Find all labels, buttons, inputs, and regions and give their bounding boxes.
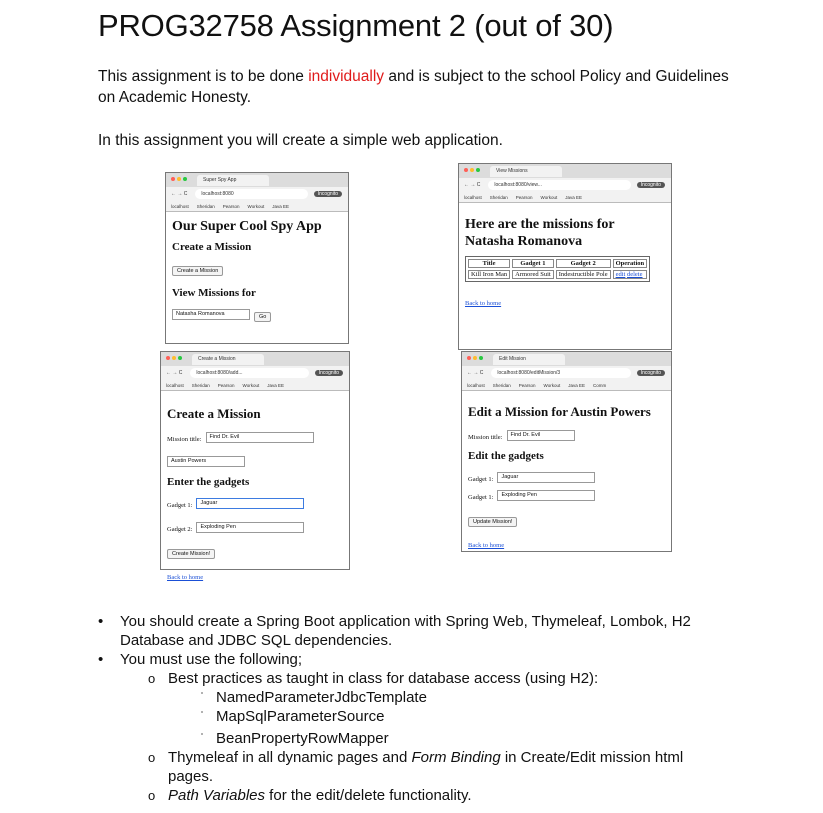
subsub-text: NamedParameterJdbcTemplate xyxy=(216,689,427,706)
gadget2-label: Gadget 1: xyxy=(468,494,494,501)
bookmark-item: Java EE xyxy=(565,194,582,200)
browser-chrome xyxy=(462,352,671,391)
delete-link[interactable]: delete xyxy=(626,271,643,278)
intro-highlight: individually xyxy=(308,68,385,85)
view-heading: View Missions for xyxy=(172,287,256,299)
sub-item xyxy=(120,786,740,805)
back-to-home-link[interactable]: Back to home xyxy=(468,542,505,549)
go-button[interactable]: Go xyxy=(254,312,271,322)
create-heading: Create a Mission xyxy=(167,406,261,421)
gadget1-input[interactable]: Jaguar xyxy=(196,498,304,509)
bookmark-item: Java EE xyxy=(272,203,289,209)
create-mission-button[interactable]: Create a Mission xyxy=(172,266,223,276)
column-header: Gadget 2 xyxy=(556,259,611,268)
subsub-text: MapSqlParameterSource xyxy=(216,708,385,725)
browser-tab: Create a Mission xyxy=(192,354,264,365)
incognito-badge: Incognito xyxy=(637,182,665,188)
address-bar: localhost:8080/view... xyxy=(488,180,630,190)
bookmarks-bar xyxy=(462,380,671,390)
incognito-badge: Incognito xyxy=(314,191,342,197)
address-bar: localhost:8080/editMission/3 xyxy=(491,368,630,378)
tick-bullet-icon: ˈ xyxy=(200,709,204,723)
bookmark-item: Pearson xyxy=(217,382,235,388)
cell-gadget2: Indestructible Pole xyxy=(556,270,611,279)
window-controls xyxy=(171,177,189,183)
bookmark-item: Sheridan xyxy=(191,382,210,388)
incognito-badge: Incognito xyxy=(315,370,343,376)
bookmarks-bar xyxy=(166,201,348,211)
window-controls xyxy=(464,168,482,174)
agent-select[interactable]: Austin Powers xyxy=(167,456,245,467)
browser-chrome xyxy=(161,352,349,391)
address-bar: localhost:8080/add... xyxy=(190,368,308,378)
intro-paragraph xyxy=(98,66,738,108)
mission-title-input[interactable]: Find Dr. Evil xyxy=(507,430,575,441)
bookmark-item: localhost xyxy=(464,194,482,200)
bookmark-item: Pearson xyxy=(515,194,533,200)
window-controls xyxy=(467,356,485,362)
edit-heading: Edit a Mission for Austin Powers xyxy=(468,404,651,419)
home-heading: Our Super Cool Spy App xyxy=(172,219,322,234)
intro-text-end: and is subject to the school Policy and Guidelines on Academic Honesty. xyxy=(98,68,729,106)
browser-chrome xyxy=(459,164,671,203)
bookmarks-bar xyxy=(161,380,349,390)
create-heading: Create a Mission xyxy=(172,241,252,253)
incognito-badge: Incognito xyxy=(637,370,665,376)
update-mission-submit[interactable]: Update Mission! xyxy=(468,517,517,527)
circle-bullet-icon: o xyxy=(148,788,156,803)
window-controls xyxy=(166,356,184,362)
bullet-icon: • xyxy=(98,651,104,668)
sub-item xyxy=(120,748,728,786)
table-row xyxy=(468,270,647,279)
tick-bullet-icon: ˈ xyxy=(200,731,204,745)
bookmark-item: Workout xyxy=(543,382,561,388)
bookmark-item: Sheridan xyxy=(489,194,508,200)
browser-tab: View Missions xyxy=(490,166,562,177)
gadget1-input[interactable]: Jaguar xyxy=(497,472,595,483)
missions-table xyxy=(465,256,650,282)
gadget1-label: Gadget 1: xyxy=(468,476,494,483)
browser-tab: Edit Mission xyxy=(493,354,565,365)
bookmark-item: localhost xyxy=(166,382,184,388)
subsub-item xyxy=(120,707,740,726)
gadget2-label: Gadget 2: xyxy=(167,526,193,533)
mission-title-input[interactable]: Find Dr. Evil xyxy=(206,432,314,443)
column-header: Title xyxy=(468,259,510,268)
back-to-home-link[interactable]: Back to home xyxy=(465,300,502,307)
bullet-icon: • xyxy=(98,613,104,630)
gadgets-heading: Edit the gadgets xyxy=(468,450,544,462)
address-bar: localhost:8080 xyxy=(195,189,307,199)
sub-text: for the edit/delete functionality. xyxy=(265,787,472,804)
sub-text-em: Path Variables xyxy=(168,787,266,804)
gadget1-label: Gadget 1: xyxy=(167,502,193,509)
sub-item xyxy=(120,669,740,688)
bookmark-item: Sheridan xyxy=(196,203,215,209)
nav-arrows-icon: ← → C xyxy=(467,370,484,376)
gadgets-heading: Enter the gadgets xyxy=(167,476,250,488)
nav-arrows-icon: ← → C xyxy=(166,370,183,376)
column-header: Gadget 1 xyxy=(512,259,554,268)
title-label: Mission title: xyxy=(167,436,202,443)
create-mission-submit[interactable]: Create Mission! xyxy=(167,549,215,559)
tick-bullet-icon: ˈ xyxy=(200,690,204,704)
nav-arrows-icon: ← → C xyxy=(464,182,481,188)
subsub-item xyxy=(120,688,740,707)
bullet-text: You must use the following; xyxy=(120,651,303,668)
bookmark-item: localhost xyxy=(467,382,485,388)
circle-bullet-icon: o xyxy=(148,750,156,765)
bookmark-item: Workout xyxy=(242,382,260,388)
list-item xyxy=(98,612,740,650)
sub-text-em: Form Binding xyxy=(411,749,501,766)
back-to-home-link[interactable]: Back to home xyxy=(167,574,204,581)
view-heading: Here are the missions for Natasha Romanova xyxy=(465,217,615,249)
requirements-list xyxy=(98,612,740,669)
bookmark-item: Pearson xyxy=(518,382,536,388)
circle-bullet-icon: o xyxy=(148,671,156,686)
nav-arrows-icon: ← → C xyxy=(171,191,188,197)
cell-title: Kill Iron Man xyxy=(468,270,510,279)
sub-text: Best practices as taught in class for database access (using H2): xyxy=(168,670,599,687)
subsub-text: BeanPropertyRowMapper xyxy=(216,730,389,747)
sub-list xyxy=(120,669,740,805)
bookmark-item: Java EE xyxy=(267,382,284,388)
title-label: Mission title: xyxy=(468,434,503,441)
bookmark-item: Workout xyxy=(247,203,265,209)
bookmark-item: Java EE xyxy=(568,382,585,388)
bookmark-item: Pearson xyxy=(222,203,240,209)
edit-link[interactable]: edit xyxy=(615,271,626,278)
page-title: PROG32758 Assignment 2 (out of 30) xyxy=(98,8,614,43)
intro-text: This assignment is to be done xyxy=(98,68,309,85)
screenshot-edit xyxy=(461,351,672,552)
browser-tab: Super Spy App xyxy=(197,175,269,186)
subsub-item xyxy=(120,729,740,748)
list-item xyxy=(98,650,740,669)
agent-select[interactable]: Natasha Romanova xyxy=(172,309,250,320)
bookmark-item: Workout xyxy=(540,194,558,200)
column-header: Operation xyxy=(613,259,648,268)
bookmark-item: localhost xyxy=(171,203,189,209)
browser-chrome xyxy=(166,173,348,212)
bullet-text: You should create a Spring Boot application with Spring Web, Thymeleaf, Lombok, H2 Database and JDBC SQL dependencies. xyxy=(120,613,691,649)
sub-text: in Create/Edit mission html pages. xyxy=(168,749,684,785)
bookmarks-bar xyxy=(459,192,671,202)
intro-paragraph-2: In this assignment you will create a simple web application. xyxy=(98,132,503,149)
sub-text: Thymeleaf in all dynamic pages and xyxy=(168,749,412,766)
screenshot-view xyxy=(458,163,672,350)
gadget2-input[interactable]: Exploding Pen xyxy=(196,522,304,533)
gadget2-input[interactable]: Exploding Pen xyxy=(497,490,595,501)
cell-gadget1: Armored Suit xyxy=(512,270,554,279)
screenshot-create xyxy=(160,351,350,581)
screenshot-home xyxy=(165,172,349,344)
bookmark-item: Comm xyxy=(593,382,607,388)
bookmark-item: Sheridan xyxy=(492,382,511,388)
